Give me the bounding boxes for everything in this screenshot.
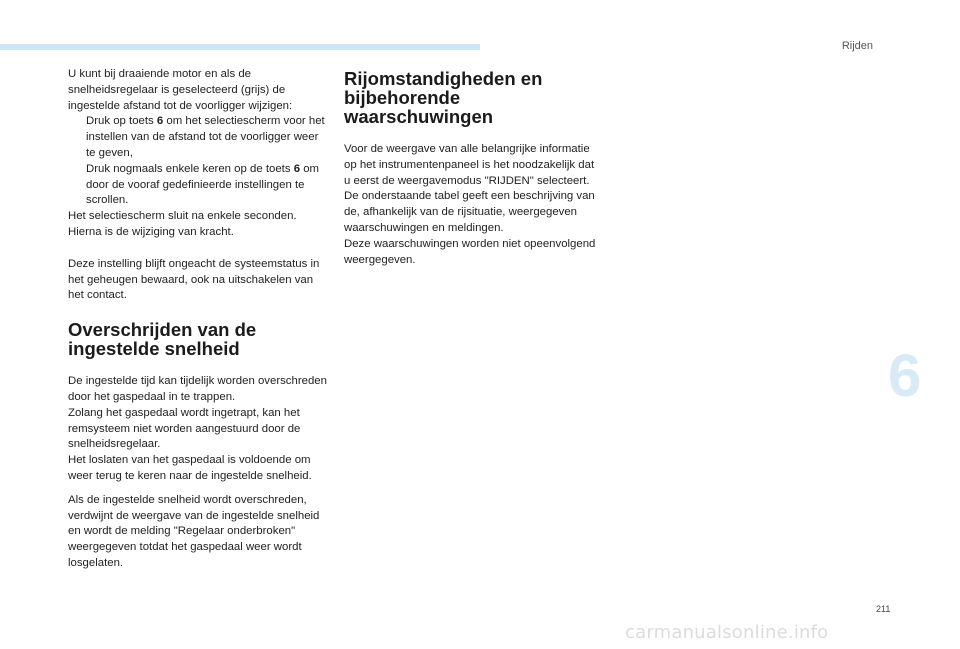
paragraph: De onderstaande tabel geeft een beschrijving van de, afhankelijk van de rijsituatie, weergegeven waarschuwingen en meldingen. xyxy=(344,190,595,234)
bullet-text: om door de vooraf gedefinieerde instellingen te scrollen. xyxy=(86,162,320,207)
key-number: 6 xyxy=(156,115,164,128)
paragraph: Zolang het gaspedaal wordt ingetrapt, kan het remsysteem niet worden aangestuurd door de snelheidsregelaar. xyxy=(68,406,301,451)
bullet-text: om het selectiescherm voor het instellen van de afstand tot de voorligger weer te geven, xyxy=(86,115,325,159)
section-heading-overspeed: Overschrijden van de ingestelde snelheid xyxy=(68,319,257,360)
page-number: 211 xyxy=(876,604,891,614)
watermark: carmanualsonline.info xyxy=(625,622,829,643)
paragraph: De ingestelde tijd kan tijdelijk worden overschreden door het gaspedaal in te trappen. xyxy=(68,375,327,403)
persist-paragraph: Deze instelling blijft ongeacht de systeemstatus in het geheugen bewaard, ook na uitschakelen van het contact. xyxy=(68,257,320,302)
bullet-text: Druk op toets xyxy=(86,115,157,128)
paragraph: Deze waarschuwingen worden niet opeenvolgend weergegeven. xyxy=(344,237,596,266)
paragraph: Als de ingestelde snelheid wordt overschreden, verdwijnt de weergave van de ingestelde snelheid en wordt de melding "Regelaar onderbroken" weergegeven totdat het gaspedaal weer wordt losgelaten. xyxy=(68,493,320,569)
bullet-text: Druk nogmaals enkele keren op de toets xyxy=(86,162,294,175)
chapter-number: 6 xyxy=(888,342,922,409)
list-item xyxy=(68,162,330,209)
left-column xyxy=(68,67,330,572)
section-label: Rijden xyxy=(841,40,873,52)
key-number: 6 xyxy=(293,162,301,175)
closing-text-2: Hierna is de wijziging van kracht. xyxy=(68,225,234,238)
top-accent-bar xyxy=(0,44,480,50)
paragraph: Voor de weergave van alle belangrijke informatie op het instrumentenpaneel is het noodzakelijk dat u eerst de weergavemodus "RIJDEN" selecteert. xyxy=(344,143,595,187)
list-item xyxy=(68,114,330,161)
intro-paragraph: U kunt bij draaiende motor en als de snelheidsregelaar is geselecteerd (grijs) de ingestelde afstand tot de voorligger wijzigen: xyxy=(68,68,293,112)
section-heading-warnings: Rijomstandigheden en bijbehorende waarschuwingen xyxy=(344,68,543,127)
closing-text-1: Het selectiescherm sluit na enkele seconden. xyxy=(68,210,297,223)
paragraph: Het loslaten van het gaspedaal is voldoende om weer terug te keren naar de ingestelde snelheid. xyxy=(68,454,312,482)
right-column xyxy=(344,69,596,268)
